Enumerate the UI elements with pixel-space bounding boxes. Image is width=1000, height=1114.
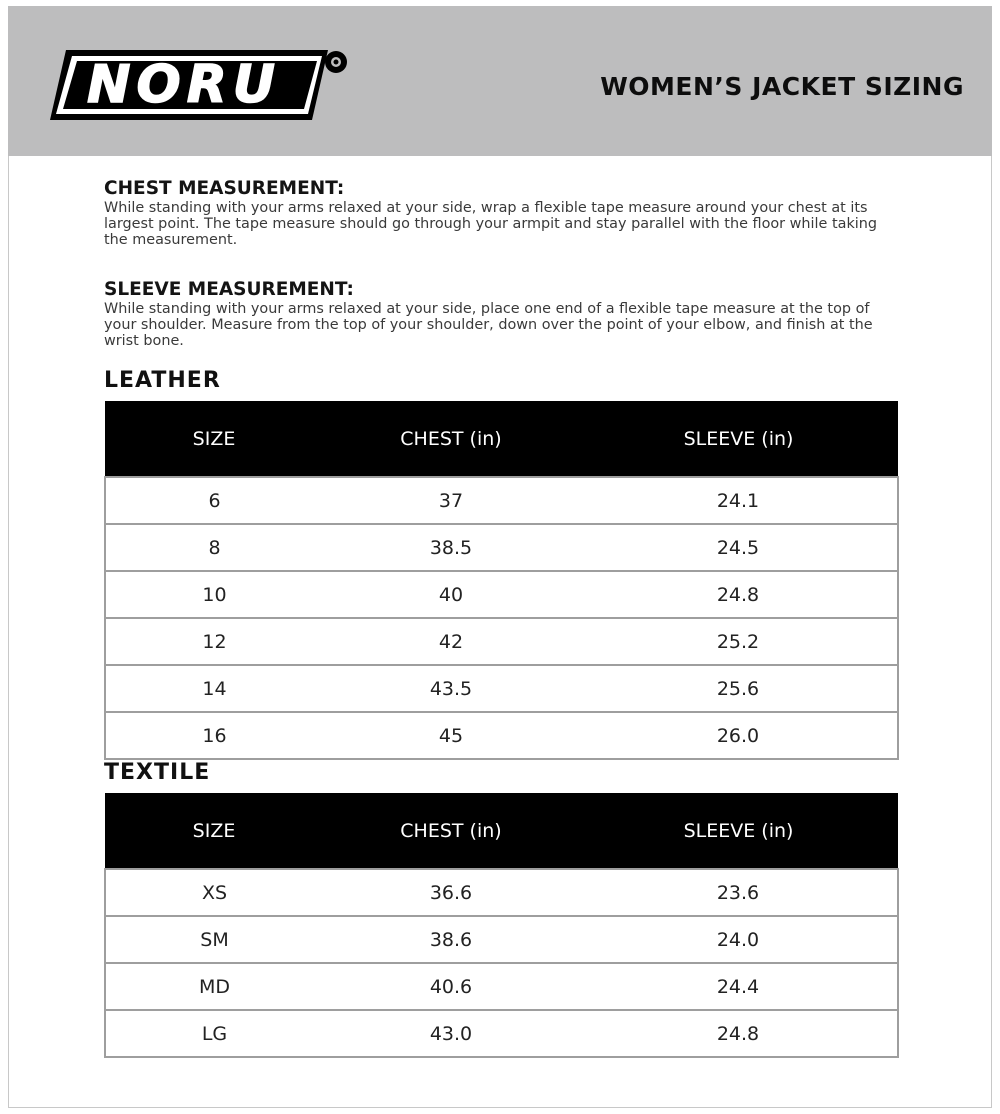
sleeve-cell: 24.0 — [579, 916, 898, 963]
textile-size-table — [104, 793, 899, 1058]
sleeve-heading: SLEEVE MEASUREMENT: — [104, 279, 354, 300]
chest-cell: 38.5 — [323, 524, 579, 571]
table-row — [105, 665, 898, 712]
size-cell: MD — [105, 963, 323, 1010]
table-header-row — [105, 401, 898, 477]
svg-text:NORU: NORU — [87, 55, 281, 115]
chest-cell: 40 — [323, 571, 579, 618]
column-header-sleeve: SLEEVE (in) — [579, 793, 898, 869]
sleeve-cell: 23.6 — [579, 869, 898, 916]
table-row — [105, 571, 898, 618]
table-row — [105, 869, 898, 916]
noru-logo — [44, 42, 354, 128]
table-row — [105, 1010, 898, 1057]
table-header-row — [105, 793, 898, 869]
sleeve-text: While standing with your arms relaxed at your side, place one end of a flexible tape measure at the top of your shoulder. Measure from the top of your shoulder, down over the point of your elbow, and finish at the wrist bone. — [104, 301, 873, 349]
size-cell: 12 — [105, 618, 323, 665]
size-cell: LG — [105, 1010, 323, 1057]
size-cell: XS — [105, 869, 323, 916]
sleeve-cell: 24.4 — [579, 963, 898, 1010]
sleeve-cell: 25.2 — [579, 618, 898, 665]
size-cell: 10 — [105, 571, 323, 618]
sleeve-cell: 24.5 — [579, 524, 898, 571]
chest-cell: 43.5 — [323, 665, 579, 712]
size-cell: 14 — [105, 665, 323, 712]
chest-heading: CHEST MEASUREMENT: — [104, 178, 345, 199]
column-header-chest: CHEST (in) — [323, 401, 579, 477]
table-row — [105, 916, 898, 963]
table-row — [105, 618, 898, 665]
header-banner — [8, 6, 992, 156]
table-row — [105, 524, 898, 571]
size-cell: 16 — [105, 712, 323, 759]
column-header-size: SIZE — [105, 401, 323, 477]
leather-size-table — [104, 401, 899, 760]
column-header-chest: CHEST (in) — [323, 793, 579, 869]
size-cell: 8 — [105, 524, 323, 571]
chest-cell: 37 — [323, 477, 579, 524]
chest-text: While standing with your arms relaxed at your side, wrap a flexible tape measure around your chest at its largest point. The tape measure should go through your armpit and stay parallel with the floor while taking the measurement. — [104, 200, 878, 248]
size-cell: 6 — [105, 477, 323, 524]
chest-cell: 38.6 — [323, 916, 579, 963]
sleeve-cell: 26.0 — [579, 712, 898, 759]
column-header-size: SIZE — [105, 793, 323, 869]
textile-title: TEXTILE — [104, 760, 211, 785]
size-cell: SM — [105, 916, 323, 963]
sleeve-instructions — [104, 279, 904, 349]
leather-title: LEATHER — [104, 368, 221, 393]
sleeve-cell: 24.1 — [579, 477, 898, 524]
chest-cell: 36.6 — [323, 869, 579, 916]
chest-cell: 42 — [323, 618, 579, 665]
sleeve-cell: 24.8 — [579, 1010, 898, 1057]
sleeve-cell: 25.6 — [579, 665, 898, 712]
page-title: WOMEN’S JACKET SIZING — [600, 72, 964, 101]
chest-cell: 43.0 — [323, 1010, 579, 1057]
chest-cell: 40.6 — [323, 963, 579, 1010]
chest-cell: 45 — [323, 712, 579, 759]
chest-instructions — [104, 178, 904, 248]
table-row — [105, 477, 898, 524]
table-row — [105, 712, 898, 759]
sleeve-cell: 24.8 — [579, 571, 898, 618]
column-header-sleeve: SLEEVE (in) — [579, 401, 898, 477]
table-row — [105, 963, 898, 1010]
